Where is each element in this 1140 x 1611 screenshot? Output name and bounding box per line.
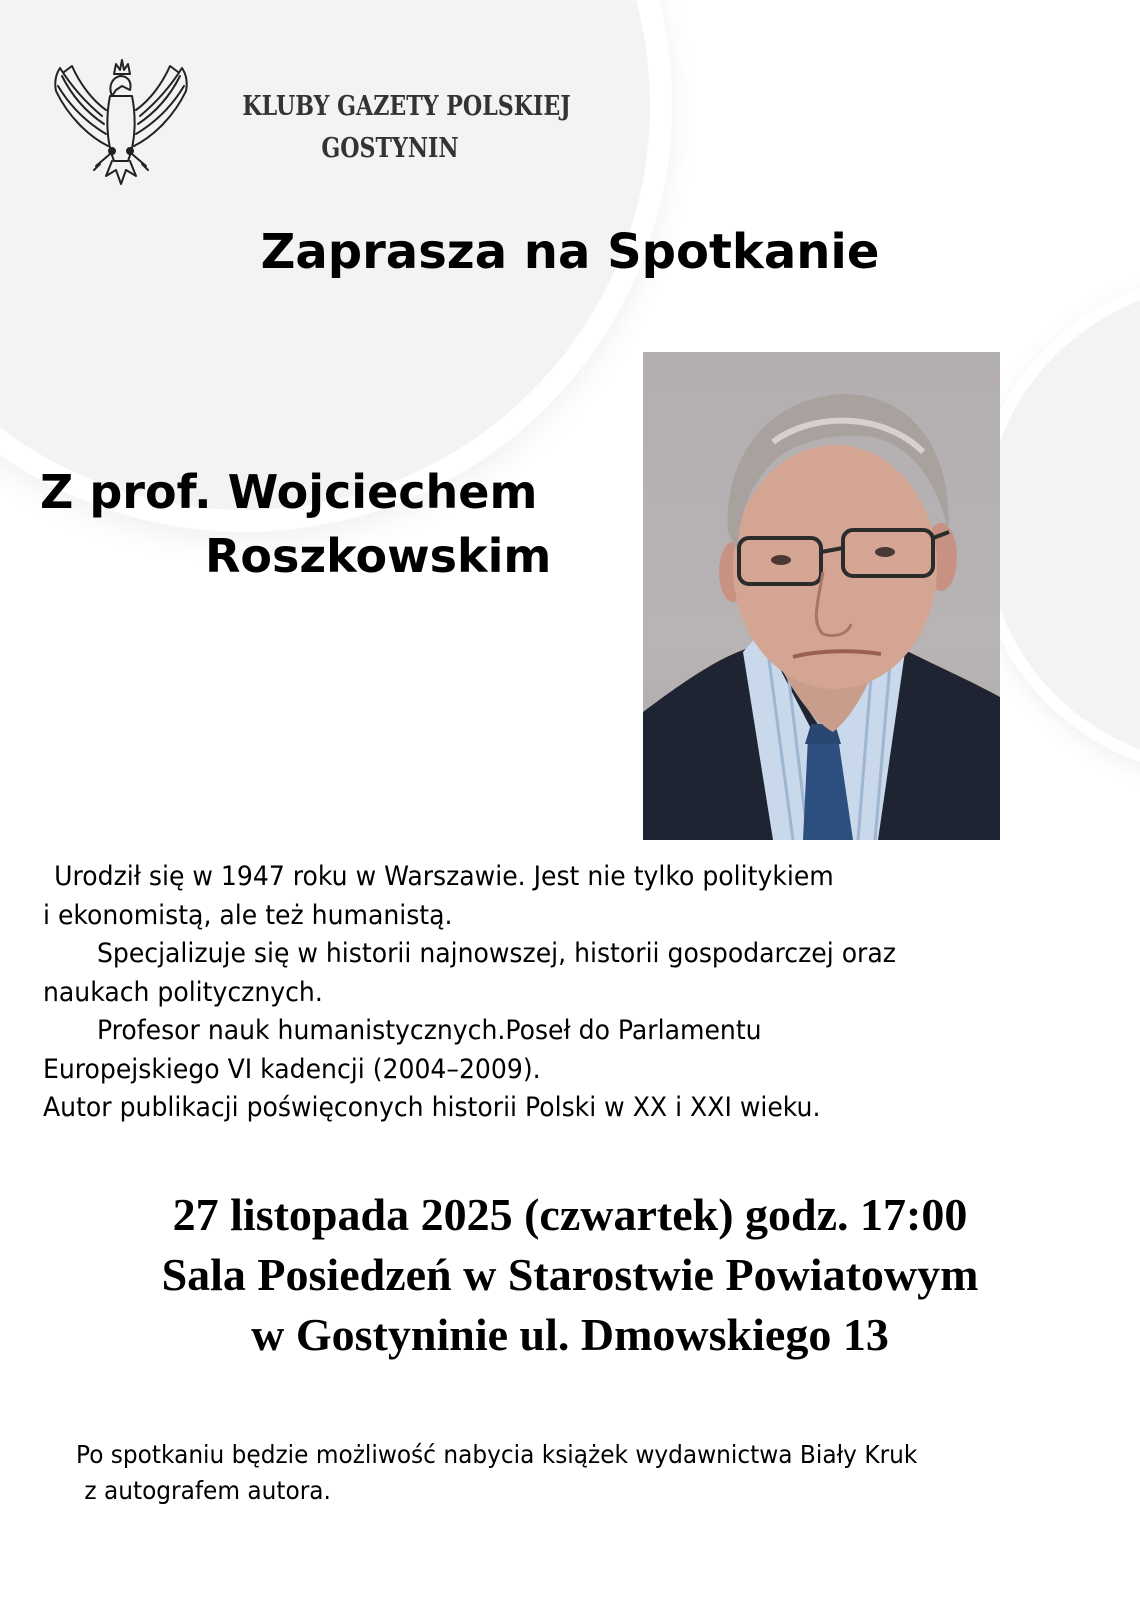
bio-line: naukach politycznych. <box>43 976 323 1008</box>
bio-line: Urodził się w 1947 roku w Warszawie. Jest nie tylko politykiem <box>54 861 834 892</box>
guest-portrait-photo <box>643 352 1000 840</box>
background-circle-right <box>985 285 1140 765</box>
bio-line: i ekonomistą, ale też humanistą. <box>43 899 453 931</box>
club-name <box>210 86 570 170</box>
polish-eagle-icon <box>50 46 192 191</box>
event-venue: Sala Posiedzeń w Starostwie Powiatowym <box>161 1249 979 1300</box>
bio-line: Specjalizuje się w historii najnowszej, historii gospodarczej oraz <box>96 938 896 969</box>
book-signing-note <box>76 1437 1140 1509</box>
bio-line: Profesor nauk humanistycznych.Poseł do Parlamentu <box>96 1015 762 1046</box>
event-date-time: 27 listopada 2025 (czwartek) godz. 17:00 <box>172 1189 968 1240</box>
club-name-line1: KLUBY GAZETY POLSKIEJ <box>242 91 571 122</box>
event-details <box>0 1185 1140 1365</box>
guest-biography <box>43 858 1140 1128</box>
guest-name-line1: Z prof. Wojciechem <box>40 465 538 519</box>
bio-line: Autor publikacji poświęconych historii Polski w XX i XXI wieku. <box>43 1092 821 1123</box>
guest-name-line2: Roszkowskim <box>205 529 552 583</box>
bio-line: Europejskiego VI kadencji (2004–2009). <box>43 1053 541 1085</box>
invitation-title: Zaprasza na Spotkanie <box>260 224 880 280</box>
guest-name <box>40 460 600 588</box>
event-address: w Gostyninie ul. Dmowskiego 13 <box>251 1309 889 1360</box>
footer-line2: z autografem autora. <box>84 1476 331 1505</box>
club-name-line2: GOSTYNIN <box>321 133 459 164</box>
footer-line1: Po spotkaniu będzie możliwość nabycia książek wydawnictwa Biały Kruk <box>76 1440 918 1469</box>
